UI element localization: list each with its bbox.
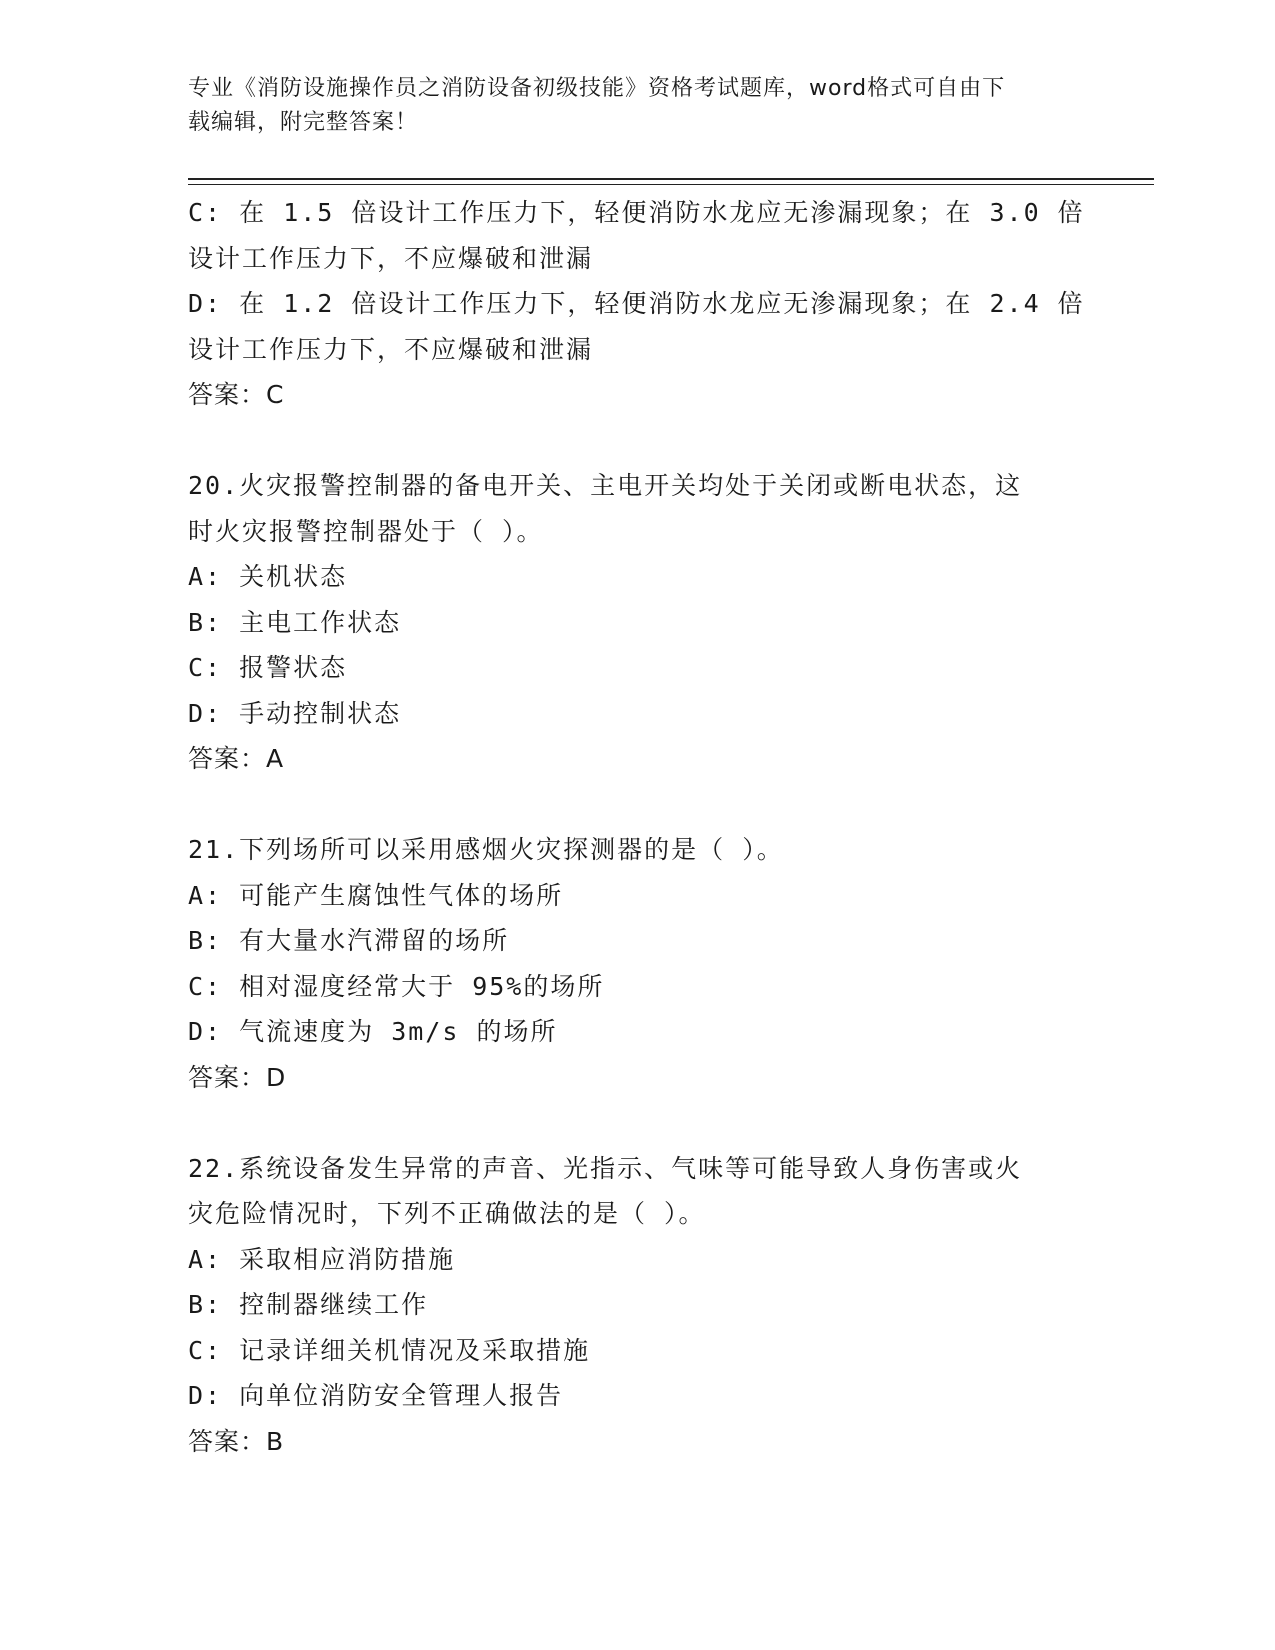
option-d-line-2: 设计工作压力下，不应爆破和泄漏 (188, 334, 594, 364)
option-c: C: 相对湿度经常大于 95%的场所 (188, 971, 605, 1001)
question-stem-line-2: 灾危险情况时，下列不正确做法的是（ ）。 (188, 1199, 706, 1228)
question-stem-line-1: 22.系统设备发生异常的声音、光指示、气味等可能导致人身伤害或火 (188, 1153, 1023, 1183)
option-b: B: 主电工作状态 (188, 607, 402, 637)
question-content (188, 190, 1088, 1464)
question-22 (188, 1146, 1088, 1465)
option-a: A: 可能产生腐蚀性气体的场所 (188, 880, 564, 910)
option-d: D: 向单位消防安全管理人报告 (188, 1381, 564, 1410)
question-stem-line-1: 21.下列场所可以采用感烟火灾探测器的是（ ）。 (188, 835, 784, 864)
question-stem-line-2: 时火灾报警控制器处于（ ）。 (188, 516, 544, 546)
option-d: D: 气流速度为 3m/s 的场所 (188, 1017, 558, 1046)
option-c-line-2: 设计工作压力下，不应爆破和泄漏 (188, 243, 594, 273)
answer: 答案：C (188, 380, 285, 409)
header-line-2: 载编辑，附完整答案！ (188, 110, 419, 135)
question-21 (188, 827, 1088, 1100)
page-header (188, 72, 1068, 140)
answer: 答案：D (188, 1062, 287, 1092)
option-b: B: 控制器继续工作 (188, 1290, 429, 1319)
spacer (188, 1100, 1088, 1146)
question-20 (188, 463, 1088, 782)
header-line-1: 专业《消防设施操作员之消防设备初级技能》资格考试题库，word格式可自由下 (188, 76, 1006, 101)
answer: 答案：B (188, 1426, 285, 1456)
option-c: C: 记录详细关机情况及采取措施 (188, 1335, 591, 1365)
option-c: C: 报警状态 (188, 653, 348, 682)
option-b: B: 有大量水汽滞留的场所 (188, 926, 510, 955)
header-divider-thick (188, 178, 1154, 180)
option-d: D: 手动控制状态 (188, 698, 402, 728)
question-stem-line-1: 20.火灾报警控制器的备电开关、主电开关均处于关闭或断电状态，这 (188, 471, 1023, 500)
question-19-continued (188, 190, 1088, 418)
option-c-line-1: C: 在 1.5 倍设计工作压力下，轻便消防水龙应无渗漏现象；在 3.0 倍 (188, 198, 1085, 227)
spacer (188, 418, 1088, 464)
option-a: A: 关机状态 (188, 562, 348, 591)
header-divider-thin (188, 184, 1154, 185)
answer: 答案：A (188, 744, 285, 773)
option-d-line-1: D: 在 1.2 倍设计工作压力下，轻便消防水龙应无渗漏现象；在 2.4 倍 (188, 289, 1085, 318)
spacer (188, 782, 1088, 828)
option-a: A: 采取相应消防措施 (188, 1244, 456, 1274)
